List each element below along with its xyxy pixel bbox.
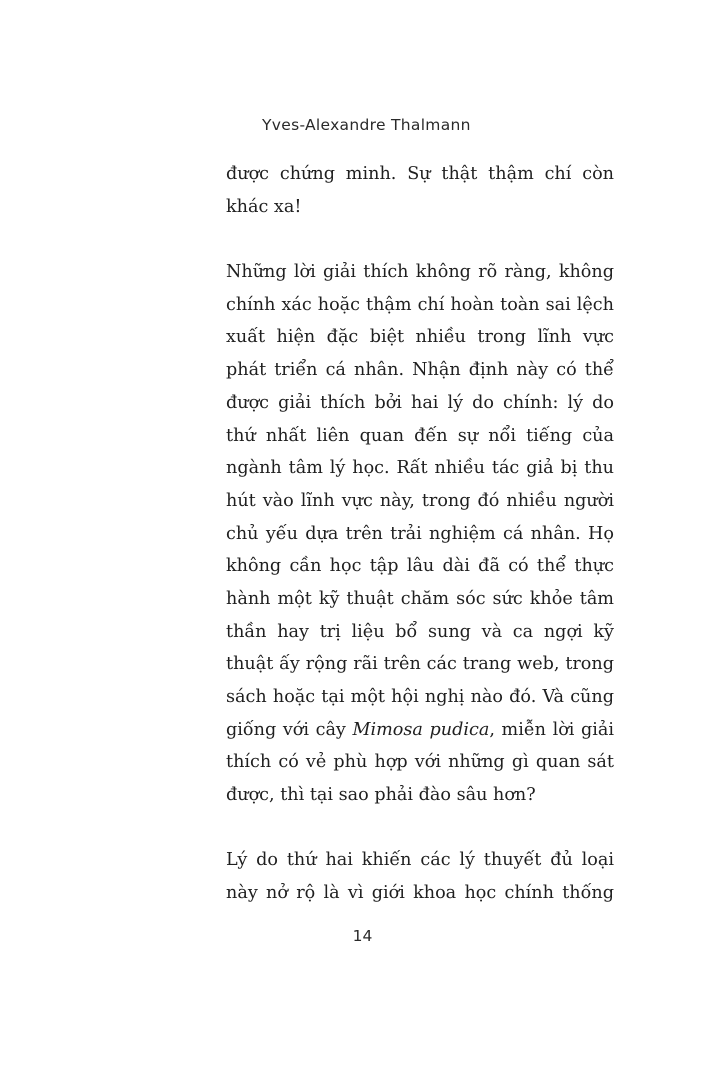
- running-header-author: Yves-Alexandre Thalmann: [262, 116, 471, 134]
- paragraph-1: [226, 158, 614, 223]
- text-line: sách hoặc tại một hội nghị nào đó. Và cũng: [226, 687, 614, 707]
- text-line: Lý do thứ hai khiến các lý thuyết đủ loại: [226, 850, 614, 871]
- text-line: Những lời giải thích không rõ ràng, không: [226, 262, 614, 283]
- text-line: thần hay trị liệu bổ sung và ca ngợi kỹ: [226, 621, 614, 642]
- text-line: được chứng minh. Sự thật thậm chí còn: [226, 164, 614, 184]
- text-line: thích có vẻ phù hợp với những gì quan sát: [226, 752, 614, 773]
- text-line: phát triển cá nhân. Nhận định này có thể: [226, 360, 614, 381]
- text-line: được giải thích bởi hai lý do chính: lý do: [226, 392, 614, 413]
- text-run: giống với cây: [226, 719, 353, 740]
- text-line: chủ yếu dựa trên trải nghiệm cá nhân. Họ: [226, 523, 614, 544]
- paragraph-gap: [226, 223, 614, 256]
- text-line: hút vào lĩnh vực này, trong đó nhiều người: [226, 490, 614, 511]
- text-line: hành một kỹ thuật chăm sóc sức khỏe tâm: [226, 588, 614, 609]
- text-line: này nở rộ là vì giới khoa học chính thống: [226, 883, 614, 904]
- text-line: xuất hiện đặc biệt nhiều trong lĩnh vực: [226, 327, 614, 348]
- page-number: 14: [352, 927, 373, 945]
- text-line: khác xa!: [226, 196, 302, 217]
- paragraph-2: [226, 256, 614, 812]
- text-line: không cần học tập lâu dài đã có thể thực: [226, 556, 614, 577]
- text-line: thuật ấy rộng rãi trên các trang web, trong: [226, 654, 614, 675]
- text-line: chính xác hoặc thậm chí hoàn toàn sai lệch: [226, 294, 614, 315]
- italic-species-name: Mimosa pudica: [352, 719, 490, 740]
- paragraph-gap: [226, 812, 614, 845]
- text-line-with-italic: [226, 714, 614, 747]
- paragraph-3: [226, 844, 614, 909]
- body-text: [226, 158, 614, 910]
- text-line: được, thì tại sao phải đào sâu hơn?: [226, 785, 536, 806]
- text-run: , miễn lời giải: [489, 719, 615, 740]
- text-line: ngành tâm lý học. Rất nhiều tác giả bị thu: [226, 458, 614, 479]
- text-line: thứ nhất liên quan đến sự nổi tiếng của: [226, 425, 614, 446]
